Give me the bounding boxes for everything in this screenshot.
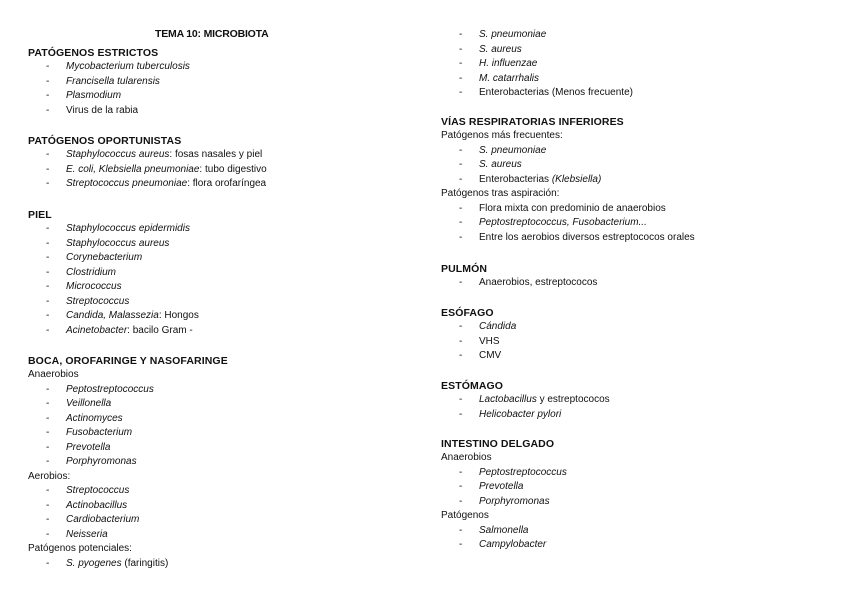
species-name: Neisseria <box>66 528 108 540</box>
section-esofago <box>441 306 831 364</box>
item-text: : fosas nasales y piel <box>169 149 263 160</box>
item-text: : tubo digestivo <box>199 163 267 175</box>
item-text: : bacilo Gram - <box>127 324 193 336</box>
bullet-list <box>441 202 831 246</box>
section-estomago <box>441 379 831 422</box>
species-name: Streptococcus <box>66 295 130 307</box>
bullet-dash: - <box>46 104 50 116</box>
item-text: VHS <box>479 335 500 347</box>
bullet-list <box>28 222 408 338</box>
list-item <box>28 412 408 427</box>
bullet-dash: - <box>459 202 463 214</box>
bullet-dash: - <box>46 441 50 453</box>
section-patogenos-oportunistas <box>28 134 408 192</box>
bullet-dash: - <box>459 144 463 156</box>
bullet-list <box>441 393 831 422</box>
list-item <box>28 324 408 339</box>
bullet-dash: - <box>46 456 50 467</box>
bullet-dash: - <box>46 398 50 409</box>
list-item <box>28 148 408 163</box>
bullet-dash: - <box>46 252 50 263</box>
bullet-dash: - <box>46 61 50 72</box>
section-heading: PATÓGENOS ESTRICTOS <box>28 47 159 59</box>
bullet-list <box>28 148 408 192</box>
species-name: Francisella tularensis <box>66 75 160 87</box>
bullet-dash: - <box>459 495 463 507</box>
species-name: Prevotella <box>479 481 524 492</box>
bullet-dash: - <box>46 499 50 511</box>
list-item <box>28 295 408 310</box>
species-name: Clostridium <box>66 266 117 278</box>
subheading: Patógenos tras aspiración: <box>441 188 560 199</box>
bullet-dash: - <box>46 485 50 496</box>
section-heading: PULMÓN <box>441 263 488 275</box>
bullet-dash: - <box>46 557 50 569</box>
bullet-dash: - <box>459 524 463 536</box>
section-heading: ESTÓMAGO <box>441 380 504 392</box>
bullet-dash: - <box>46 237 50 249</box>
bullet-dash: - <box>459 29 463 40</box>
bullet-list <box>28 484 408 542</box>
list-item <box>441 216 831 231</box>
item-text: Enterobacterias <box>479 173 552 185</box>
bullet-dash: - <box>46 310 50 321</box>
bullet-dash: - <box>459 217 463 228</box>
bullet-dash: - <box>46 324 50 336</box>
bullet-list <box>441 466 831 510</box>
bullet-dash: - <box>459 466 463 478</box>
bullet-dash: - <box>459 277 463 288</box>
section-heading: INTESTINO DELGADO <box>441 438 555 450</box>
species-name: Streptococcus <box>66 485 130 496</box>
list-item <box>441 495 831 510</box>
subheading: Anaerobios <box>28 369 79 380</box>
item-text: : Hongos <box>158 310 199 321</box>
species-name: Campylobacter <box>479 539 547 550</box>
list-item <box>28 499 408 514</box>
item-text: Entre los aerobios diversos estreptococos orales <box>479 231 695 243</box>
list-item <box>28 280 408 295</box>
bullet-dash: - <box>459 72 463 84</box>
species-name: S. pneumoniae <box>479 29 547 40</box>
list-item <box>28 397 408 412</box>
item-text: Flora mixta con predominio de anaerobios <box>479 202 666 214</box>
species-name: Mycobacterium tuberculosis <box>66 61 190 72</box>
item-text: Virus de la rabia <box>66 104 139 116</box>
bullet-list <box>28 60 408 118</box>
list-item <box>28 383 408 398</box>
list-item <box>441 57 831 72</box>
list-item <box>28 251 408 266</box>
species-name: Staphylococcus aureus <box>66 237 170 249</box>
section-intestino-delgado <box>441 437 831 553</box>
species-name: M. catarrhalis <box>479 72 540 84</box>
bullet-dash: - <box>46 163 50 175</box>
bullet-dash: - <box>459 350 463 361</box>
list-item <box>441 538 831 553</box>
list-item <box>441 28 831 43</box>
species-name: Salmonella <box>479 524 529 536</box>
species-name: Actinobacillus <box>66 499 128 511</box>
species-name: S. pneumoniae <box>479 144 547 156</box>
list-item <box>28 266 408 281</box>
list-item <box>441 231 831 246</box>
species-name: E. coli, Klebsiella pneumoniae <box>66 163 200 175</box>
bullet-dash: - <box>459 394 463 405</box>
list-item <box>28 237 408 252</box>
list-item <box>28 513 408 528</box>
bullet-dash: - <box>46 178 50 189</box>
subheading: Patógenos potenciales: <box>28 543 132 554</box>
list-item <box>441 158 831 173</box>
species-name: Porphyromonas <box>479 495 550 507</box>
bullet-dash: - <box>46 281 50 292</box>
list-item <box>28 557 408 572</box>
species-name: Cardiobacterium <box>66 514 140 525</box>
bullet-dash: - <box>459 335 463 347</box>
subheading: Anaerobios <box>441 452 492 463</box>
list-item <box>28 426 408 441</box>
section-heading: PIEL <box>28 209 52 221</box>
subheading: Patógenos <box>441 510 489 521</box>
bullet-list <box>28 383 408 470</box>
list-item <box>441 480 831 495</box>
bullet-dash: - <box>459 481 463 492</box>
list-item <box>441 524 831 539</box>
bullet-dash: - <box>459 173 463 185</box>
bullet-list <box>441 524 831 553</box>
list-item <box>441 86 831 101</box>
list-item <box>28 222 408 237</box>
list-item <box>441 173 831 188</box>
bullet-list <box>28 557 408 572</box>
bullet-dash: - <box>459 408 463 420</box>
species-name: Veillonella <box>66 398 112 409</box>
list-item <box>441 408 831 423</box>
species-name: Peptostreptococcus <box>479 466 567 478</box>
page-title: TEMA 10: MICROBIOTA <box>155 28 269 40</box>
section-piel <box>28 208 408 338</box>
species-name: (Klebsiella) <box>551 173 602 185</box>
species-name: Plasmodium <box>66 90 122 101</box>
bullet-dash: - <box>46 90 50 101</box>
bullet-dash: - <box>46 75 50 87</box>
bullet-dash: - <box>459 539 463 550</box>
section-heading: ESÓFAGO <box>441 307 494 319</box>
bullet-list <box>441 144 831 188</box>
list-item <box>28 177 408 192</box>
section-heading: PATÓGENOS OPORTUNISTAS <box>28 135 182 147</box>
species-name: Micrococcus <box>66 281 122 292</box>
bullet-dash: - <box>46 383 50 395</box>
item-text: y estreptococos <box>536 394 610 405</box>
list-item <box>28 528 408 543</box>
section-heading: BOCA, OROFARINGE Y NASOFARINGE <box>28 355 228 367</box>
species-name: S. pyogenes <box>66 557 122 569</box>
species-name: Prevotella <box>66 441 111 453</box>
section-heading: VÍAS RESPIRATORIAS INFERIORES <box>441 116 624 128</box>
section-vias-respiratorias <box>441 115 831 245</box>
species-name: Corynebacterium <box>66 252 143 263</box>
bullet-dash: - <box>46 223 50 234</box>
bullet-dash: - <box>46 149 50 160</box>
section-continuation <box>441 28 831 101</box>
list-item <box>28 60 408 75</box>
bullet-dash: - <box>459 43 463 55</box>
list-item <box>441 320 831 335</box>
species-name: Fusobacterium <box>66 427 133 438</box>
section-patogenos-estrictos <box>28 46 408 118</box>
list-item <box>28 309 408 324</box>
list-item <box>28 484 408 499</box>
bullet-dash: - <box>46 295 50 307</box>
item-text: (faringitis) <box>121 557 169 569</box>
list-item <box>441 144 831 159</box>
bullet-dash: - <box>46 427 50 438</box>
item-text: : flora orofaríngea <box>187 178 267 189</box>
item-text: Enterobacterias (Menos frecuente) <box>479 87 633 98</box>
bullet-dash: - <box>459 87 463 98</box>
species-name: Peptostreptococcus <box>66 383 154 395</box>
species-name: Porphyromonas <box>66 456 137 467</box>
list-item <box>441 276 831 291</box>
bullet-list <box>441 320 831 364</box>
species-name: H. influenzae <box>479 58 538 69</box>
bullet-dash: - <box>459 58 463 69</box>
bullet-dash: - <box>46 266 50 278</box>
species-name: Cándida <box>479 321 517 332</box>
species-name: Actinomyces <box>66 412 123 424</box>
subheading: Aerobios: <box>28 470 71 482</box>
item-text: CMV <box>479 350 502 361</box>
bullet-list <box>441 276 831 291</box>
species-name: Acinetobacter <box>66 324 128 336</box>
list-item <box>441 393 831 408</box>
bullet-dash: - <box>46 514 50 525</box>
species-name: Staphylococcus epidermidis <box>66 223 190 234</box>
list-item <box>441 335 831 350</box>
list-item <box>28 89 408 104</box>
list-item <box>441 202 831 217</box>
section-pulmon <box>441 262 831 291</box>
bullet-dash: - <box>46 412 50 424</box>
list-item <box>28 441 408 456</box>
species-name: S. aureus <box>479 43 522 55</box>
bullet-dash: - <box>459 159 463 170</box>
list-item <box>28 455 408 470</box>
bullet-dash: - <box>459 231 463 243</box>
species-name: Streptococcus pneumoniae <box>66 178 188 189</box>
species-name: Lactobacillus <box>479 394 537 405</box>
species-name: S. aureus <box>479 159 522 170</box>
species-name: Helicobacter pylori <box>479 408 562 420</box>
list-item <box>441 72 831 87</box>
species-name: Peptostreptococcus, Fusobacterium... <box>479 217 647 228</box>
list-item <box>441 466 831 481</box>
section-boca <box>28 354 408 571</box>
list-item <box>441 349 831 364</box>
bullet-dash: - <box>46 528 50 540</box>
list-item <box>28 163 408 178</box>
list-item <box>28 104 408 119</box>
species-name: Candida, Malassezia <box>66 310 159 321</box>
list-item <box>28 75 408 90</box>
bullet-list <box>441 28 831 101</box>
subheading: Patógenos más frecuentes: <box>441 130 563 141</box>
bullet-dash: - <box>459 321 463 332</box>
item-text: Anaerobios, estreptococos <box>479 277 598 288</box>
species-name: Staphylococcus aureus <box>66 149 170 160</box>
list-item <box>441 43 831 58</box>
